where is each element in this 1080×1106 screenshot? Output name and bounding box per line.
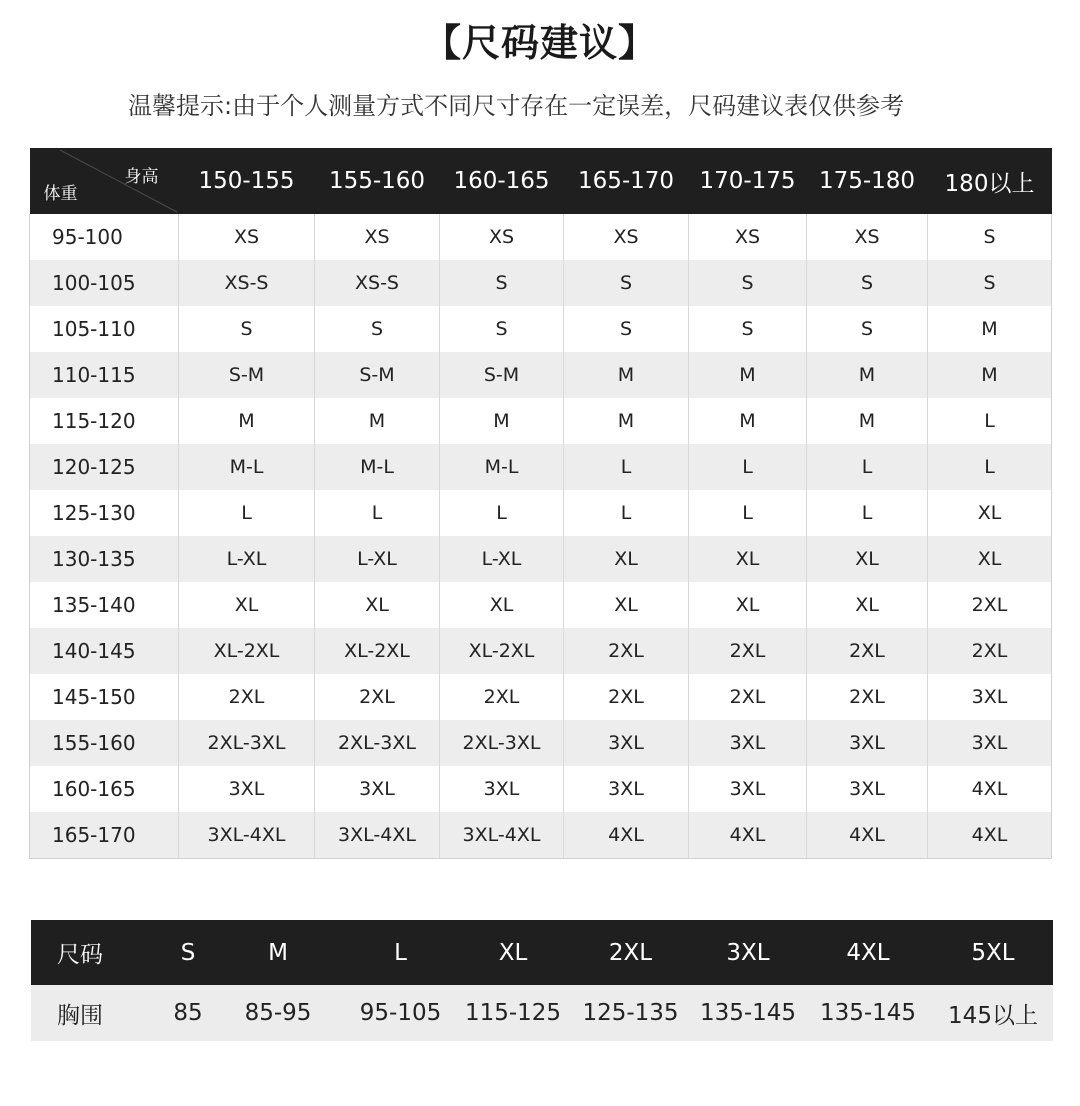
size-cell: L (564, 490, 689, 536)
chest-value-cell: 135-145 (803, 985, 933, 1041)
size-cell: XL (807, 582, 928, 628)
chest-value-cell: 125-135 (568, 985, 693, 1041)
table-row (30, 536, 1052, 582)
size-cell: XL-2XL (179, 628, 315, 674)
size-cell: 2XL (807, 674, 928, 720)
size-cell: M (179, 398, 315, 444)
chest-measurement-table (31, 920, 1053, 1041)
size-cell: S (440, 260, 564, 306)
table-row (30, 766, 1052, 812)
size-cell: XS (564, 214, 689, 260)
weight-range-cell: 120-125 (30, 444, 179, 490)
size-cell: XS (179, 214, 315, 260)
size-cell: S (440, 306, 564, 352)
weight-range-cell: 115-120 (30, 398, 179, 444)
size-cell: 2XL (689, 628, 807, 674)
size-cell: 2XL (179, 674, 315, 720)
size-cell: M (928, 352, 1052, 398)
size-cell: XL-2XL (315, 628, 440, 674)
table-row (30, 352, 1052, 398)
size-cell: 3XL (564, 720, 689, 766)
size-cell: S (564, 306, 689, 352)
height-column-header: 155-160 (315, 148, 440, 214)
size-row-label: 尺码 (31, 920, 163, 985)
size-cell: 3XL-4XL (315, 812, 440, 859)
size-cell: 2XL (315, 674, 440, 720)
size-cell: 2XL-3XL (315, 720, 440, 766)
page-title: 【尺码建议】 (422, 21, 657, 65)
height-column-header: 175-180 (807, 148, 928, 214)
size-cell: S-M (179, 352, 315, 398)
size-cell: XL (807, 536, 928, 582)
size-cell: L (315, 490, 440, 536)
size-cell: S (928, 260, 1052, 306)
size-cell: 2XL (807, 628, 928, 674)
size-cell: L-XL (440, 536, 564, 582)
size-cell: L-XL (315, 536, 440, 582)
weight-range-cell: 125-130 (30, 490, 179, 536)
size-cell: XL (315, 582, 440, 628)
chest-value-cell: 85 (163, 985, 213, 1041)
size-cell: L (807, 490, 928, 536)
corner-header-cell (30, 148, 179, 214)
size-cell: 3XL (928, 674, 1052, 720)
chest-value-row (31, 985, 1053, 1041)
height-column-header: 170-175 (689, 148, 807, 214)
table-row (30, 444, 1052, 490)
size-cell: M-L (315, 444, 440, 490)
weight-range-cell: 105-110 (30, 306, 179, 352)
size-cell: XL (689, 582, 807, 628)
size-cell: S (689, 306, 807, 352)
size-cell: 4XL (928, 812, 1052, 859)
size-cell: 2XL (689, 674, 807, 720)
size-notice: 温馨提示:由于个人测量方式不同尺寸存在一定误差，尺码建议表仅供参考 (128, 92, 905, 120)
size-header-cell: 2XL (568, 920, 693, 985)
size-cell: M-L (440, 444, 564, 490)
size-cell: 3XL (689, 766, 807, 812)
size-cell: XL (440, 582, 564, 628)
size-header-cell: XL (458, 920, 568, 985)
size-cell: 2XL (564, 674, 689, 720)
chest-value-cell: 95-105 (343, 985, 458, 1041)
size-cell: S (807, 306, 928, 352)
chest-value-cell: 85-95 (213, 985, 343, 1041)
size-header-cell: 3XL (693, 920, 803, 985)
size-cell: M (689, 352, 807, 398)
weight-range-cell: 135-140 (30, 582, 179, 628)
table-row (30, 674, 1052, 720)
height-column-header: 165-170 (564, 148, 689, 214)
weight-range-cell: 100-105 (30, 260, 179, 306)
size-cell: XS (440, 214, 564, 260)
size-cell: 3XL (179, 766, 315, 812)
size-cell: S (564, 260, 689, 306)
size-cell: L-XL (179, 536, 315, 582)
weight-range-cell: 165-170 (30, 812, 179, 859)
size-cell: M (807, 398, 928, 444)
size-cell: 2XL (440, 674, 564, 720)
size-cell: XS-S (179, 260, 315, 306)
size-cell: 4XL (807, 812, 928, 859)
table-row (30, 260, 1052, 306)
height-header-row (30, 148, 1052, 214)
size-cell: L (928, 398, 1052, 444)
weight-range-cell: 155-160 (30, 720, 179, 766)
size-cell: M (564, 352, 689, 398)
size-table-body (30, 214, 1052, 859)
table-row (30, 214, 1052, 260)
size-cell: M-L (179, 444, 315, 490)
size-cell: L (928, 444, 1052, 490)
size-cell: M (807, 352, 928, 398)
size-cell: 2XL-3XL (440, 720, 564, 766)
size-cell: 2XL (564, 628, 689, 674)
table-row (30, 582, 1052, 628)
size-cell: S (928, 214, 1052, 260)
height-column-header: 160-165 (440, 148, 564, 214)
size-header-cell: L (343, 920, 458, 985)
size-cell: M (564, 398, 689, 444)
size-cell: S (179, 306, 315, 352)
size-cell: L (564, 444, 689, 490)
chest-value-cell: 135-145 (693, 985, 803, 1041)
size-cell: L (440, 490, 564, 536)
chest-size-row (31, 920, 1053, 985)
size-cell: 3XL (315, 766, 440, 812)
size-cell: S (689, 260, 807, 306)
height-axis-label: 身高 (124, 167, 159, 187)
size-header-cell: M (213, 920, 343, 985)
size-cell: XL (928, 490, 1052, 536)
weight-range-cell: 130-135 (30, 536, 179, 582)
weight-range-cell: 95-100 (30, 214, 179, 260)
size-cell: 4XL (564, 812, 689, 859)
size-cell: 2XL (928, 628, 1052, 674)
weight-axis-label: 体重 (43, 184, 78, 204)
size-cell: 2XL (928, 582, 1052, 628)
size-cell: XL (564, 582, 689, 628)
size-cell: XL (928, 536, 1052, 582)
height-column-header: 180以上 (928, 148, 1052, 214)
table-row (30, 398, 1052, 444)
size-cell: L (179, 490, 315, 536)
height-column-header: 150-155 (179, 148, 315, 214)
size-cell: 3XL-4XL (179, 812, 315, 859)
size-header-cell: S (163, 920, 213, 985)
size-cell: M (928, 306, 1052, 352)
size-cell: 3XL-4XL (440, 812, 564, 859)
size-cell: M (689, 398, 807, 444)
size-cell: XS (807, 214, 928, 260)
size-cell: L (807, 444, 928, 490)
size-cell: S (315, 306, 440, 352)
size-cell: S-M (315, 352, 440, 398)
size-cell: S-M (440, 352, 564, 398)
size-cell: L (689, 444, 807, 490)
size-recommendation-table (29, 148, 1052, 859)
size-cell: M (315, 398, 440, 444)
size-cell: 3XL (440, 766, 564, 812)
size-cell: 2XL-3XL (179, 720, 315, 766)
size-cell: 4XL (689, 812, 807, 859)
size-cell: M (440, 398, 564, 444)
size-cell: XS (315, 214, 440, 260)
size-cell: XL (564, 536, 689, 582)
weight-range-cell: 145-150 (30, 674, 179, 720)
size-cell: XL-2XL (440, 628, 564, 674)
size-cell: XS-S (315, 260, 440, 306)
chest-row-label: 胸围 (31, 985, 163, 1041)
size-header-cell: 4XL (803, 920, 933, 985)
weight-range-cell: 140-145 (30, 628, 179, 674)
size-cell: S (807, 260, 928, 306)
size-cell: 3XL (928, 720, 1052, 766)
size-cell: XL (689, 536, 807, 582)
size-cell: 3XL (689, 720, 807, 766)
size-cell: 4XL (928, 766, 1052, 812)
table-row (30, 812, 1052, 859)
size-cell: L (689, 490, 807, 536)
weight-range-cell: 160-165 (30, 766, 179, 812)
size-cell: 3XL (807, 766, 928, 812)
chest-value-cell: 145以上 (933, 985, 1053, 1041)
table-row (30, 720, 1052, 766)
size-cell: 3XL (807, 720, 928, 766)
chest-value-cell: 115-125 (458, 985, 568, 1041)
size-header-cell: 5XL (933, 920, 1053, 985)
size-cell: XS (689, 214, 807, 260)
size-cell: XL (179, 582, 315, 628)
weight-range-cell: 110-115 (30, 352, 179, 398)
table-row (30, 628, 1052, 674)
size-cell: 3XL (564, 766, 689, 812)
table-row (30, 306, 1052, 352)
table-row (30, 490, 1052, 536)
